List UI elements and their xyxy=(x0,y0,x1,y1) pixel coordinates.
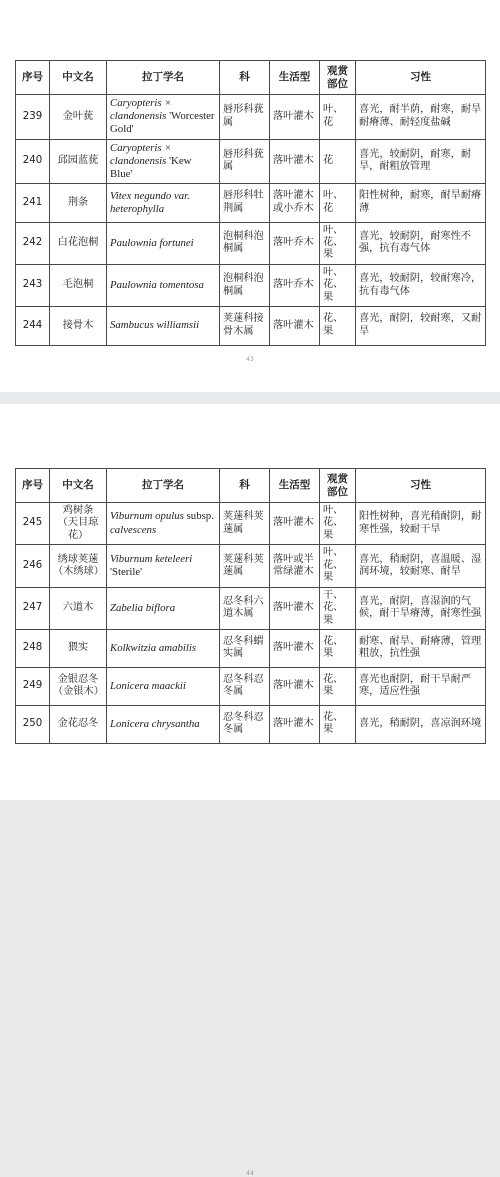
cell-no: 248 xyxy=(16,629,50,667)
table-row xyxy=(16,667,486,705)
table-row xyxy=(16,264,486,306)
cell-chinese-name: 金银忍冬（金银木） xyxy=(50,667,107,705)
cell-life-form: 落叶乔木 xyxy=(270,222,320,264)
cell-no: 250 xyxy=(16,705,50,743)
cell-ornamental-part: 叶、花、果 xyxy=(320,222,356,264)
header-ornamental-part: 观赏部位 xyxy=(320,61,356,95)
table-row xyxy=(16,222,486,264)
header-no: 序号 xyxy=(16,61,50,95)
cell-ornamental-part: 花、果 xyxy=(320,307,356,346)
cell-ornamental-part: 叶、花、果 xyxy=(320,545,356,587)
cell-latin-name xyxy=(107,139,220,184)
cell-habit: 喜光，较耐阴，耐寒，耐旱，耐粗放管理 xyxy=(356,139,486,184)
document-page-43 xyxy=(0,0,500,392)
cell-latin-name: Paulownia fortunei xyxy=(107,222,220,264)
latin-cultivar: 'Worcester Gold' xyxy=(110,110,215,136)
cell-life-form: 落叶灌木 xyxy=(270,95,320,140)
cell-chinese-name: 鸡树条（天目琼花） xyxy=(50,503,107,545)
page-number: 44 xyxy=(246,1170,254,1177)
cell-family: 唇形科莸属 xyxy=(220,95,270,140)
cell-habit: 喜光，较耐阴，较耐寒冷，抗有毒气体 xyxy=(356,264,486,306)
table-row xyxy=(16,545,486,587)
cell-latin-name: Lonicera chrysantha xyxy=(107,705,220,743)
cell-ornamental-part: 叶、花 xyxy=(320,95,356,140)
cell-family: 泡桐科泡桐属 xyxy=(220,264,270,306)
cell-chinese-name: 白花泡桐 xyxy=(50,222,107,264)
plant-table-44 xyxy=(15,468,486,744)
cell-family: 忍冬科忍冬属 xyxy=(220,667,270,705)
cell-no: 242 xyxy=(16,222,50,264)
latin-italic-2: calvescens xyxy=(110,523,157,536)
table-header-row xyxy=(16,61,486,95)
cell-chinese-name: 绣球荚蒾（木绣球） xyxy=(50,545,107,587)
table-row xyxy=(16,139,486,184)
table-row xyxy=(16,629,486,667)
header-family: 科 xyxy=(220,469,270,503)
cell-no: 240 xyxy=(16,139,50,184)
cell-life-form: 落叶或半常绿灌木 xyxy=(270,545,320,587)
cell-family: 忍冬科忍冬属 xyxy=(220,705,270,743)
cell-ornamental-part: 花、果 xyxy=(320,629,356,667)
cell-latin-name: Lonicera maackii xyxy=(107,667,220,705)
cell-life-form: 落叶灌木或小乔木 xyxy=(270,184,320,223)
cell-no: 241 xyxy=(16,184,50,223)
header-latin-name: 拉丁学名 xyxy=(107,469,220,503)
cell-habit: 阳性树种，耐寒，耐旱耐瘠薄 xyxy=(356,184,486,223)
page-number: 43 xyxy=(246,356,254,363)
cell-family: 忍冬科六道木属 xyxy=(220,587,270,629)
cell-habit: 喜光，耐半荫，耐寒，耐旱耐瘠薄、耐轻度盐碱 xyxy=(356,95,486,140)
cell-life-form: 落叶灌木 xyxy=(270,705,320,743)
cell-family: 泡桐科泡桐属 xyxy=(220,222,270,264)
cell-habit: 阳性树种，喜光稍耐阴，耐寒性强，较耐干旱 xyxy=(356,503,486,545)
table-header-row xyxy=(16,469,486,503)
cell-life-form: 落叶灌木 xyxy=(270,587,320,629)
cell-chinese-name: 邱园蓝莸 xyxy=(50,139,107,184)
cell-no: 244 xyxy=(16,307,50,346)
cell-ornamental-part: 叶、花、果 xyxy=(320,264,356,306)
cell-habit: 喜光，稍耐阴，喜凉润环境 xyxy=(356,705,486,743)
cell-family: 忍冬科蝟实属 xyxy=(220,629,270,667)
cell-chinese-name: 荆条 xyxy=(50,184,107,223)
latin-italic: Caryopteris × clandonensis xyxy=(110,141,172,167)
cell-latin-name: Zabelia biflora xyxy=(107,587,220,629)
cell-no: 239 xyxy=(16,95,50,140)
cell-no: 247 xyxy=(16,587,50,629)
cell-family: 唇形科牡荆属 xyxy=(220,184,270,223)
header-habit: 习性 xyxy=(356,469,486,503)
cell-chinese-name: 金叶莸 xyxy=(50,95,107,140)
plant-table-43 xyxy=(15,60,486,346)
table-row xyxy=(16,307,486,346)
header-ornamental-part: 观赏部位 xyxy=(320,469,356,503)
cell-no: 246 xyxy=(16,545,50,587)
latin-italic: Caryopteris × clandonensis xyxy=(110,97,172,123)
cell-ornamental-part: 叶、花、果 xyxy=(320,503,356,545)
header-no: 序号 xyxy=(16,469,50,503)
cell-family: 唇形科莸属 xyxy=(220,139,270,184)
cell-family: 荚蒾科接骨木属 xyxy=(220,307,270,346)
cell-life-form: 落叶乔木 xyxy=(270,264,320,306)
cell-life-form: 落叶灌木 xyxy=(270,667,320,705)
table-row xyxy=(16,705,486,743)
latin-cultivar: 'Sterile' xyxy=(110,565,143,578)
header-chinese-name: 中文名 xyxy=(50,469,107,503)
cell-habit: 喜光，耐阴，喜湿润的气候，耐干旱瘠薄，耐寒性强 xyxy=(356,587,486,629)
cell-family: 荚蒾科荚蒾属 xyxy=(220,503,270,545)
header-life-form: 生活型 xyxy=(270,61,320,95)
cell-life-form: 落叶灌木 xyxy=(270,139,320,184)
cell-no: 243 xyxy=(16,264,50,306)
cell-latin-name: Vitex negundo var. heterophylla xyxy=(107,184,220,223)
table-row xyxy=(16,184,486,223)
cell-life-form: 落叶灌木 xyxy=(270,629,320,667)
cell-latin-name xyxy=(107,545,220,587)
cell-habit: 喜光，较耐阴，耐寒性不强，抗有毒气体 xyxy=(356,222,486,264)
cell-habit: 耐寒、耐旱、耐瘠薄，管理粗放，抗性强 xyxy=(356,629,486,667)
cell-ornamental-part: 花、果 xyxy=(320,667,356,705)
cell-latin-name: Sambucus williamsii xyxy=(107,307,220,346)
cell-habit: 喜光，耐阴，较耐寒，又耐旱 xyxy=(356,307,486,346)
cell-ornamental-part: 花 xyxy=(320,139,356,184)
cell-latin-name xyxy=(107,503,220,545)
latin-italic: Viburnum keteleeri xyxy=(110,552,193,565)
cell-chinese-name: 接骨木 xyxy=(50,307,107,346)
header-habit: 习性 xyxy=(356,61,486,95)
latin-cultivar: 'Kew Blue' xyxy=(110,154,192,180)
cell-no: 249 xyxy=(16,667,50,705)
cell-family: 荚蒾科荚蒾属 xyxy=(220,545,270,587)
cell-latin-name xyxy=(107,95,220,140)
cell-latin-name: Kolkwitzia amabilis xyxy=(107,629,220,667)
latin-italic: Viburnum opulus xyxy=(110,510,184,523)
header-family: 科 xyxy=(220,61,270,95)
cell-chinese-name: 毛泡桐 xyxy=(50,264,107,306)
cell-life-form: 落叶灌木 xyxy=(270,307,320,346)
cell-latin-name: Paulownia tomentosa xyxy=(107,264,220,306)
document-page-44 xyxy=(0,404,500,1177)
cell-no: 245 xyxy=(16,503,50,545)
cell-ornamental-part: 干、花、果 xyxy=(320,587,356,629)
cell-chinese-name: 六道木 xyxy=(50,587,107,629)
header-chinese-name: 中文名 xyxy=(50,61,107,95)
cell-life-form: 落叶灌木 xyxy=(270,503,320,545)
header-life-form: 生活型 xyxy=(270,469,320,503)
cell-habit: 喜光，稍耐阴，喜温暖、湿润环境，较耐寒、耐旱 xyxy=(356,545,486,587)
cell-ornamental-part: 叶、花 xyxy=(320,184,356,223)
cell-ornamental-part: 花、果 xyxy=(320,705,356,743)
table-row xyxy=(16,503,486,545)
cell-habit: 喜光也耐阴，耐干旱耐严寒，适应性强 xyxy=(356,667,486,705)
table-row xyxy=(16,587,486,629)
table-row xyxy=(16,95,486,140)
header-latin-name: 拉丁学名 xyxy=(107,61,220,95)
cell-chinese-name: 金花忍冬 xyxy=(50,705,107,743)
latin-rank: subsp. xyxy=(183,510,214,523)
cell-chinese-name: 猥实 xyxy=(50,629,107,667)
